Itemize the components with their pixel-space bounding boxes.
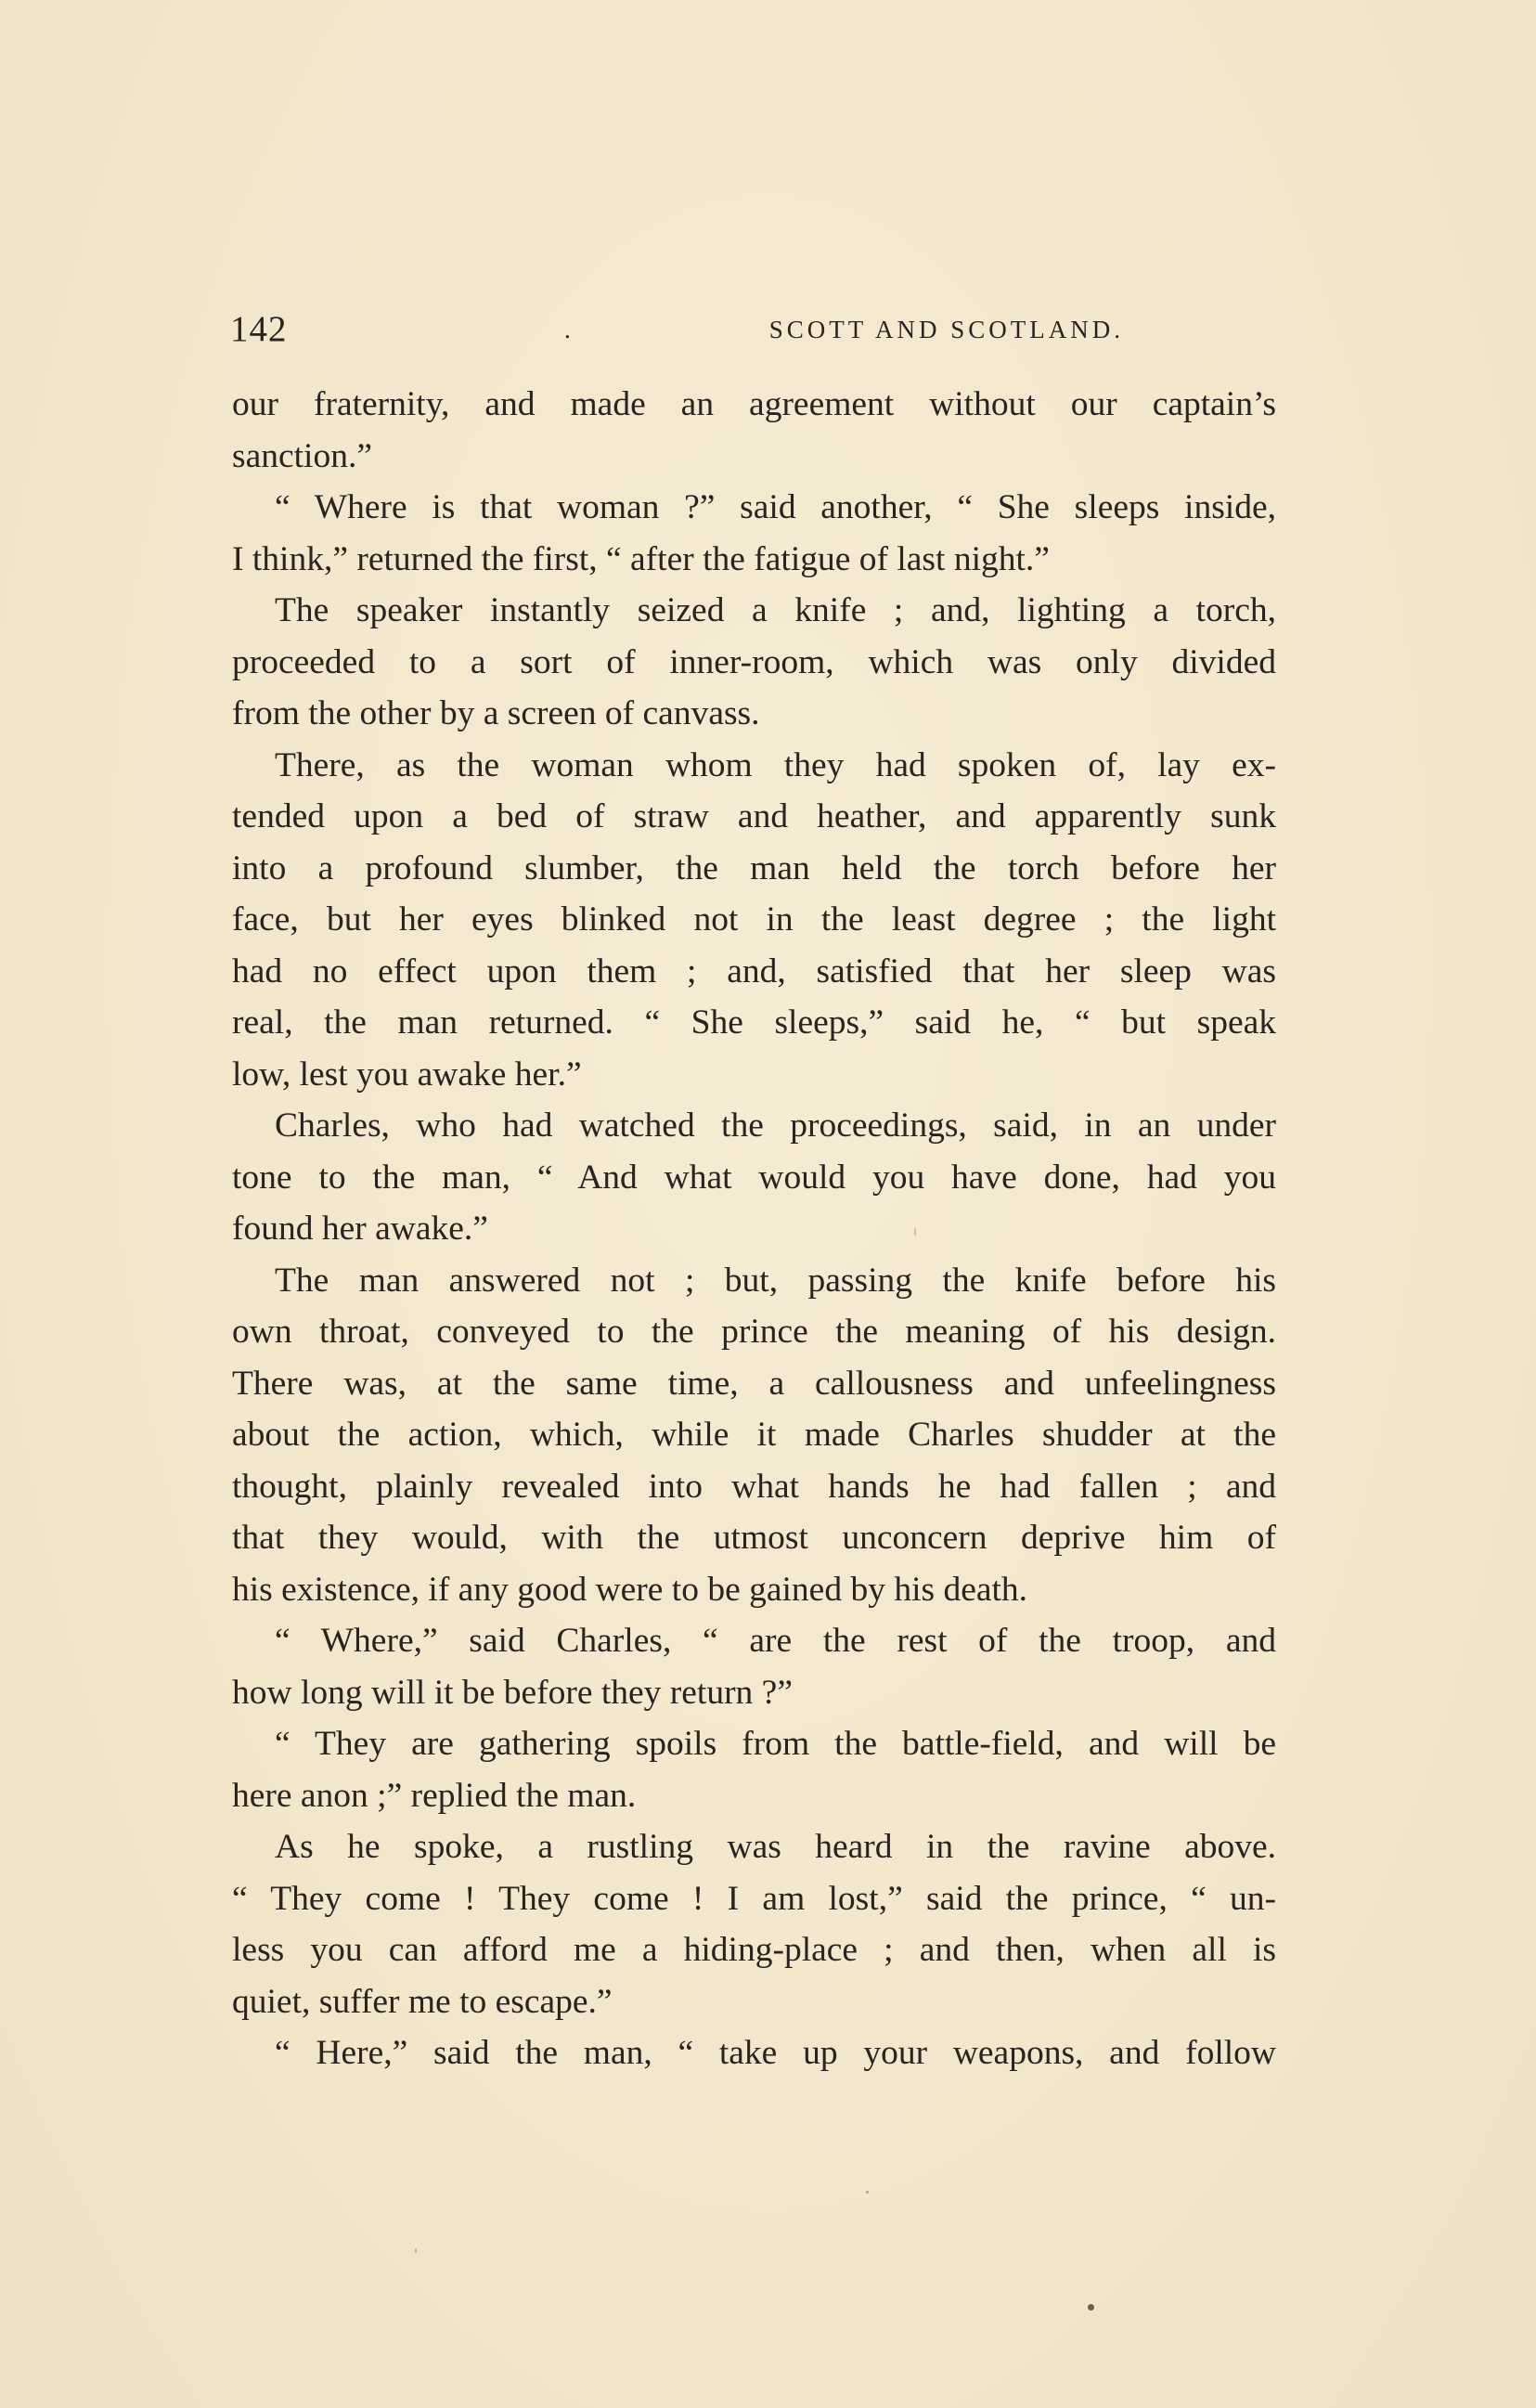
body-text [232,379,1276,2079]
text-line: into a profound slumber, the man held the torch before her [232,848,1276,887]
text-line: There, as the woman whom they had spoken of, lay ex- [275,745,1276,784]
text-line: from the other by a screen of canvass. [232,694,760,732]
text-line: “ Where is that woman ?” said another, “ She sleeps inside, [275,488,1276,526]
text-line: had no effect upon them ; and, satisfied that her sleep was [232,952,1276,990]
book-title: SCOTT AND SCOTLAND. [768,316,1125,343]
text-line: “ Where,” said Charles, “ are the rest of the troop, and [275,1622,1276,1660]
paper-speck [1088,2304,1094,2311]
text-line: tended upon a bed of straw and heather, and apparently sunk [232,797,1276,835]
text-line: own throat, conveyed to the prince the meaning of his design. [232,1313,1276,1351]
running-head [230,308,1277,353]
text-line: “ They are gathering spoils from the battle-field, and will be [275,1725,1276,1763]
paper-speck [415,2248,417,2253]
text-line: here anon ;” replied the man. [232,1776,637,1815]
running-head-separator: . [564,316,574,343]
text-line: There was, at the same time, a callousness and unfeelingness [232,1364,1276,1403]
text-line: proceeded to a sort of inner-room, which was only divided [232,642,1276,681]
text-line: face, but her eyes blinked not in the least degree ; the light [232,900,1276,939]
text-line: real, the man returned. “ She sleeps,” said he, “ but speak [232,1003,1276,1042]
text-line: The man answered not ; but, passing the knife before his [275,1261,1276,1300]
text-line: less you can afford me a hiding-place ; and then, when all is [232,1931,1276,1969]
text-line: quiet, suffer me to escape.” [232,1982,613,2021]
text-line: about the action, which, while it made Charles shudder at the [232,1416,1276,1454]
text-line: “ Here,” said the man, “ take up your weapons, and follow [275,2034,1276,2072]
text-line: low, lest you awake her.” [232,1055,582,1094]
text-line: The speaker instantly seized a knife ; and, lighting a torch, [275,591,1276,629]
text-line: Charles, who had watched the proceedings, said, in an under [275,1107,1276,1145]
text-line: As he spoke, a rustling was heard in the ravine above. [275,1828,1276,1866]
text-line: our fraternity, and made an agreement without our captain’s [232,385,1276,423]
paper-speck [914,1227,916,1236]
page-number: 142 [230,309,288,349]
text-line: found her awake.” [232,1210,488,1248]
text-line: thought, plainly revealed into what hands he had fallen ; and [232,1467,1276,1506]
text-line: “ They come ! They come ! I am lost,” said the prince, “ un- [232,1879,1276,1918]
running-title [564,316,1124,344]
text-line: that they would, with the utmost unconcern deprive him of [232,1519,1276,1557]
text-line: sanction.” [232,436,372,475]
text-line: tone to the man, “ And what would you have done, had you [232,1158,1276,1197]
paper-speck [866,2191,869,2194]
text-line: how long will it be before they return ?” [232,1673,793,1712]
text-line: his existence, if any good were to be gained by his death. [232,1570,1028,1609]
text-line: I think,” returned the first, “ after the fatigue of last night.” [232,539,1050,578]
